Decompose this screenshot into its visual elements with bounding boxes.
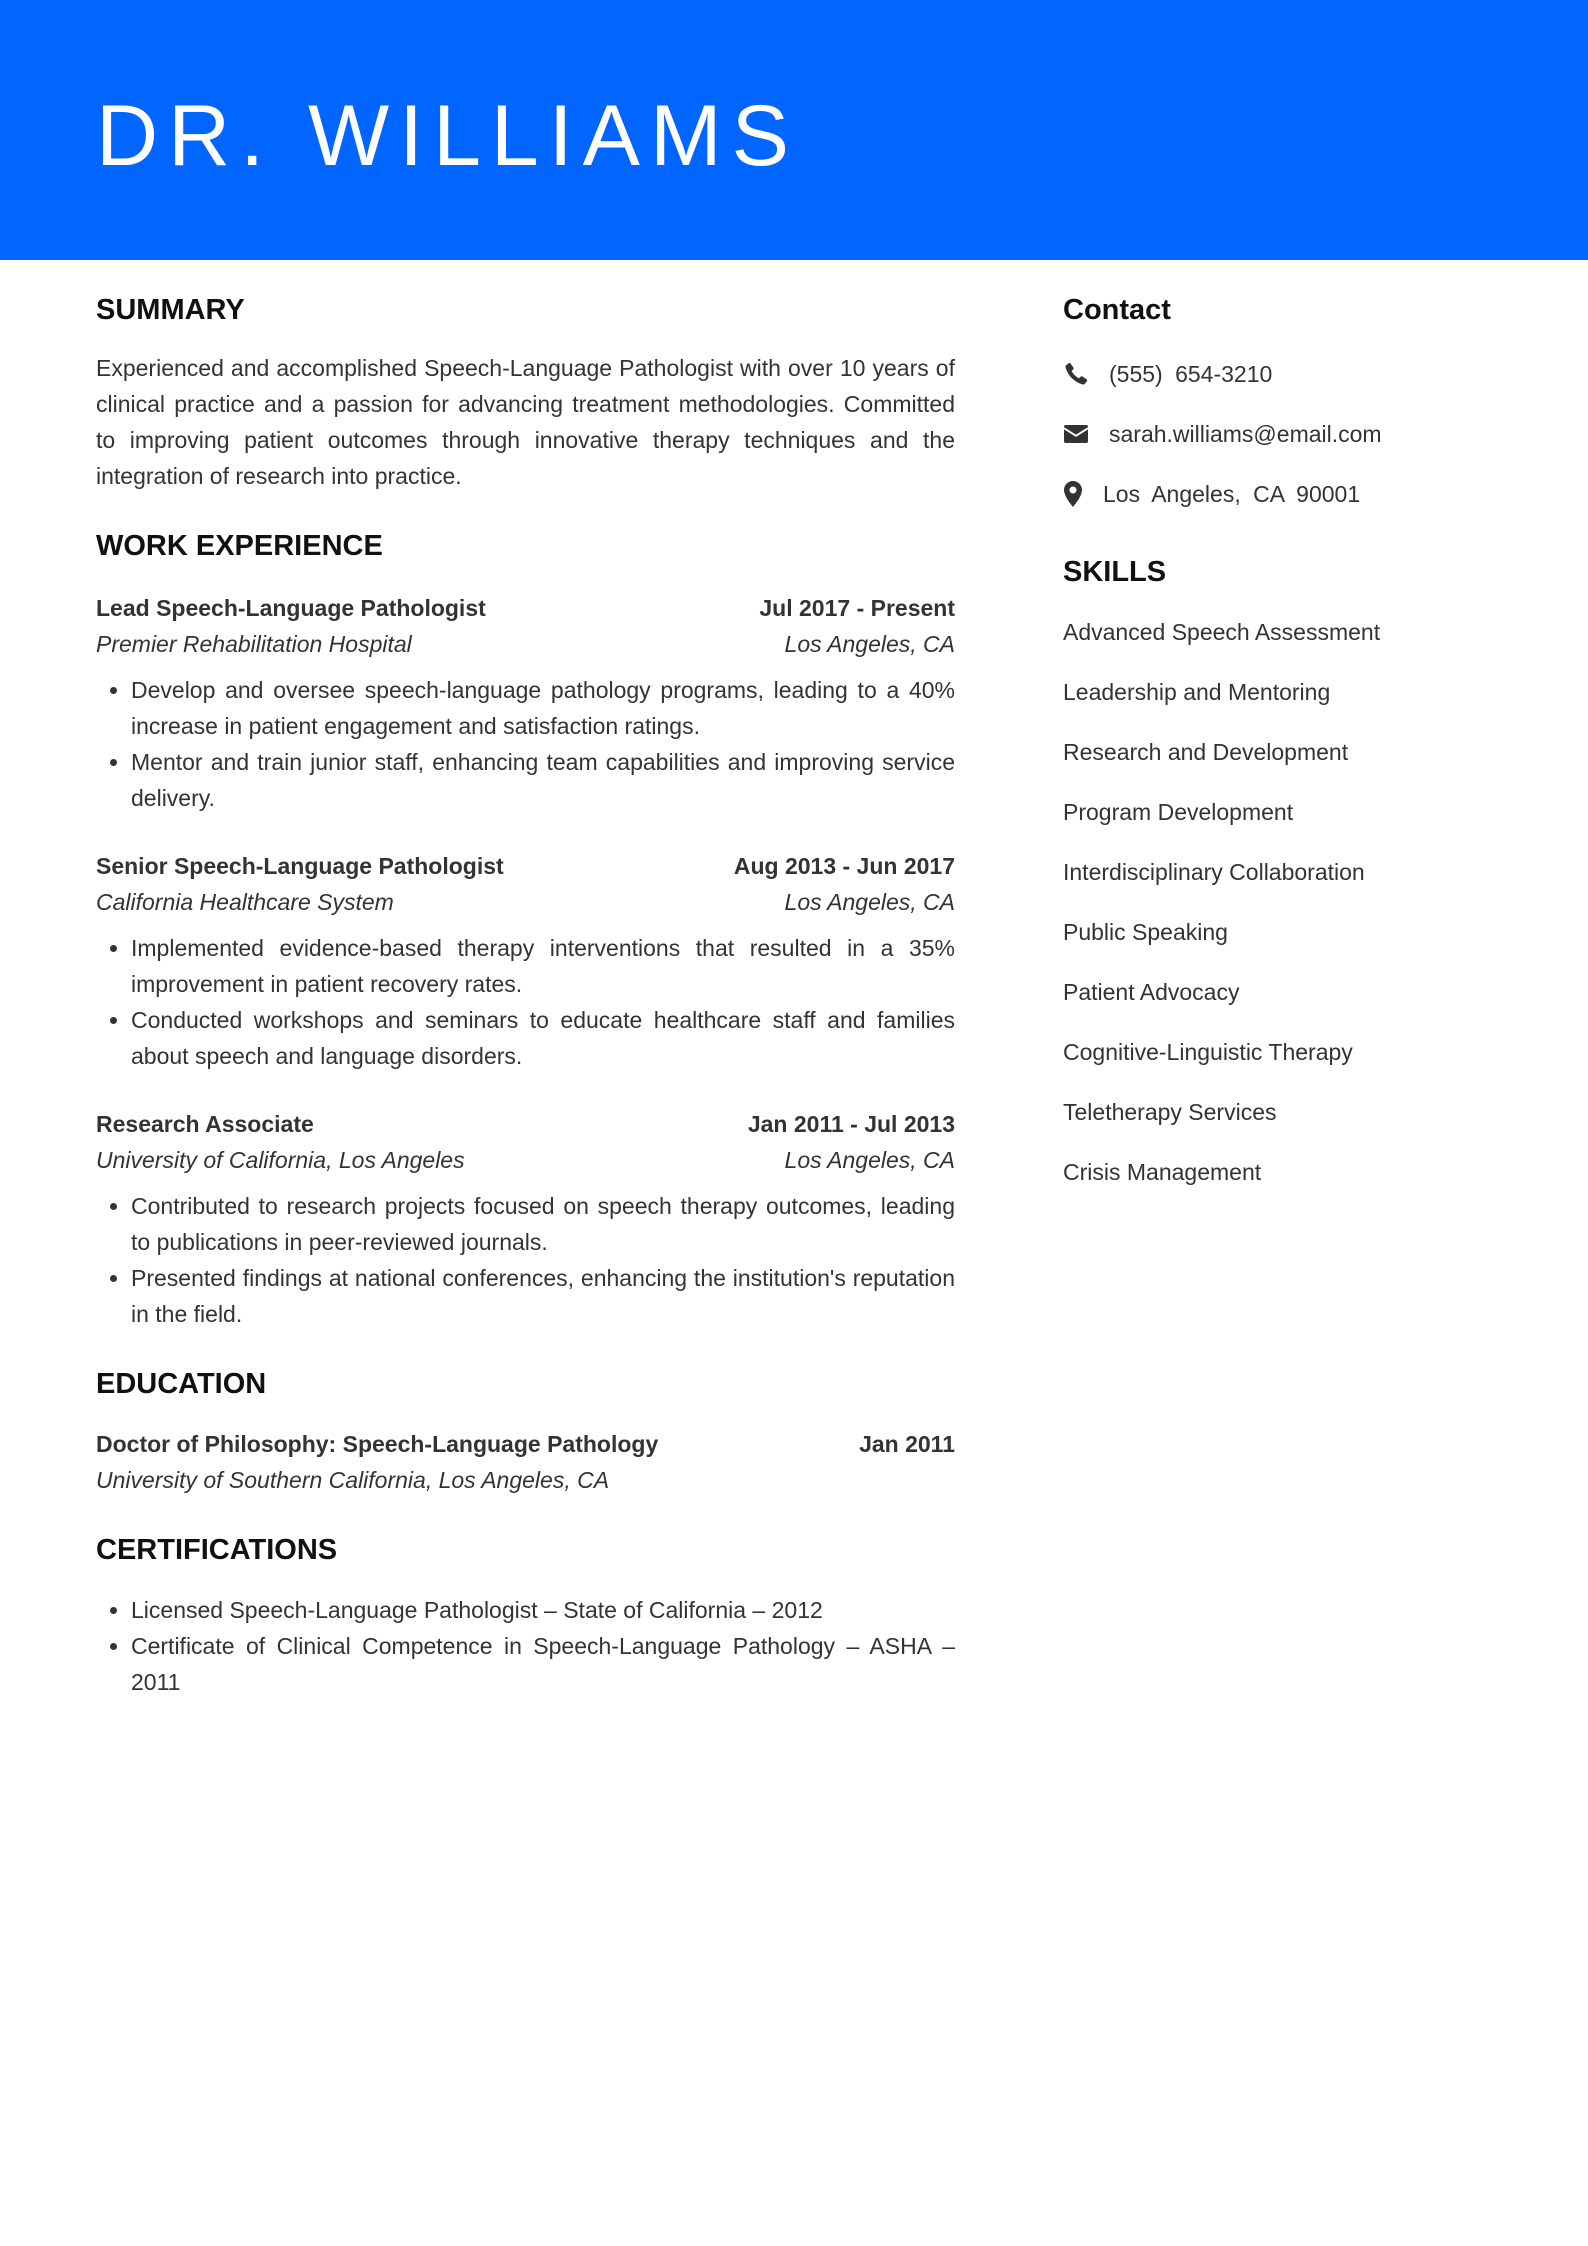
main-column — [96, 290, 955, 1700]
contact-phone[interactable] — [1063, 356, 1523, 392]
education-section — [96, 1364, 955, 1498]
job-organization: California Healthcare System — [96, 889, 394, 915]
certifications-title: CERTIFICATIONS — [96, 1534, 338, 1566]
contact-location-text: Los Angeles, CA 90001 — [1103, 480, 1361, 507]
skills-list — [1063, 614, 1523, 1190]
job-bullet: • Conducted workshops and seminars to educate healthcare staff and families about speech and language disorders. — [131, 1002, 955, 1074]
skills-title: SKILLS — [1063, 556, 1167, 588]
job-entry — [96, 848, 955, 1074]
skill-item: Teletherapy Services — [1063, 1099, 1277, 1125]
job-bullets — [96, 1188, 955, 1332]
job-dates: Jan 2011 - Jul 2013 — [747, 1111, 955, 1137]
certifications-section — [96, 1530, 955, 1700]
job-organization: University of California, Los Angeles — [96, 1147, 465, 1173]
certification-item: • Licensed Speech-Language Pathologist – State of California – 2012 — [131, 1592, 955, 1628]
map-marker-icon — [1063, 481, 1083, 507]
skill-item: Cognitive-Linguistic Therapy — [1063, 1039, 1353, 1065]
education-title: EDUCATION — [96, 1368, 267, 1400]
contact-title: Contact — [1063, 294, 1171, 326]
job-title: Lead Speech-Language Pathologist — [96, 595, 486, 621]
summary-section — [96, 290, 955, 494]
job-bullets — [96, 672, 955, 816]
job-bullet: • Implemented evidence-based therapy interventions that resulted in a 35% improvement in patient recovery rates. — [131, 930, 955, 1002]
skill-item: Crisis Management — [1063, 1159, 1262, 1185]
skill-item: Public Speaking — [1063, 919, 1228, 945]
skill-item: Advanced Speech Assessment — [1063, 619, 1381, 645]
job-location: Los Angeles, CA — [784, 631, 955, 657]
degree-title: Doctor of Philosophy: Speech-Language Pathology — [96, 1431, 659, 1457]
job-dates: Jul 2017 - Present — [759, 595, 955, 621]
work-experience-section — [96, 526, 955, 1332]
contact-location — [1063, 476, 1523, 512]
job-bullets — [96, 930, 955, 1074]
skill-item: Program Development — [1063, 799, 1294, 825]
job-bullet: • Contributed to research projects focused on speech therapy outcomes, leading to publications in peer-reviewed journals. — [131, 1188, 955, 1260]
summary-title: SUMMARY — [96, 294, 245, 326]
job-dates: Aug 2013 - Jun 2017 — [733, 853, 955, 879]
job-organization: Premier Rehabilitation Hospital — [96, 631, 412, 657]
contact-email-text: sarah.williams@email.com — [1109, 420, 1382, 447]
contact-list — [1063, 356, 1523, 512]
skill-item: Patient Advocacy — [1063, 979, 1240, 1005]
job-entry — [96, 590, 955, 816]
job-title: Research Associate — [96, 1111, 314, 1137]
job-location: Los Angeles, CA — [784, 889, 955, 915]
degree-date: Jan 2011 — [859, 1431, 955, 1457]
name-heading: DR. WILLIAMS — [96, 88, 799, 184]
contact-phone-text: (555) 654-3210 — [1109, 360, 1273, 387]
phone-icon — [1063, 361, 1089, 387]
job-bullet: • Presented findings at national conferences, enhancing the institution's reputation in the field. — [131, 1260, 955, 1332]
work-experience-title: WORK EXPERIENCE — [96, 530, 383, 562]
envelope-icon — [1063, 421, 1089, 447]
summary-text: Experienced and accomplished Speech-Language Pathologist with over 10 years of clinical practice and a passion for advancing treatment methodologies. Committed to improving patient outcomes through innovative therapy techniques and the integration of research into practice. — [96, 355, 955, 489]
sidebar-column — [1063, 290, 1523, 1214]
job-bullet: • Mentor and train junior staff, enhancing team capabilities and improving service delivery. — [131, 744, 955, 816]
job-location: Los Angeles, CA — [784, 1147, 955, 1173]
contact-email[interactable] — [1063, 416, 1523, 452]
job-title: Senior Speech-Language Pathologist — [96, 853, 504, 879]
skill-item: Interdisciplinary Collaboration — [1063, 859, 1365, 885]
skill-item: Leadership and Mentoring — [1063, 679, 1331, 705]
skill-item: Research and Development — [1063, 739, 1349, 765]
header-banner — [0, 0, 1588, 260]
job-entry — [96, 1106, 955, 1332]
job-bullet: • Develop and oversee speech-language pathology programs, leading to a 40% increase in patient engagement and satisfaction ratings. — [131, 672, 955, 744]
school-name: University of Southern California, Los Angeles, CA — [96, 1467, 610, 1493]
certification-item: • Certificate of Clinical Competence in Speech-Language Pathology – ASHA – 2011 — [131, 1628, 955, 1700]
certifications-list — [96, 1592, 955, 1700]
